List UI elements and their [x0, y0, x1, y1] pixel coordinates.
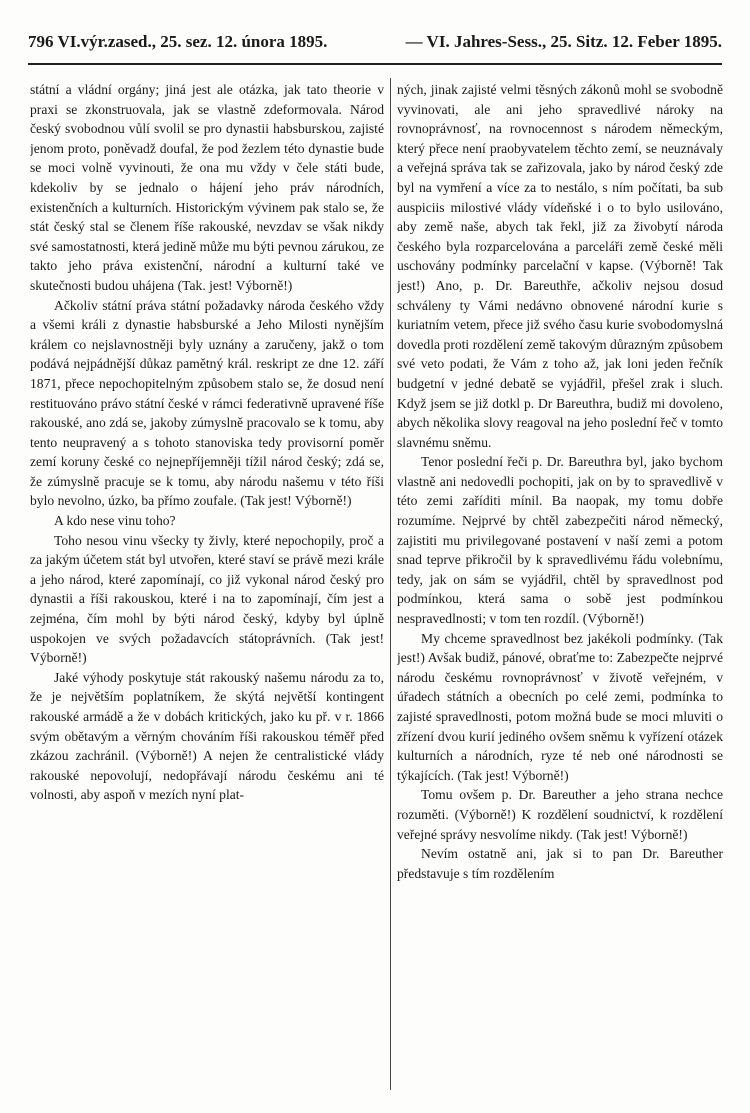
- paragraph: A kdo nese vinu toho?: [54, 513, 176, 529]
- paragraph: Toho nesou vinu všecky ty živly, které nepochopily, proč a za jakým účetem stát byl utvořen, které staví se právě mezi krále a jeho národ, které zapomínají, co již vykonal národ český pro dynastii a říši rakouskou, které i na to zapomínají, čím jest a zejména, čím mohl by býti národ český, kdyby byl úplně uspokojen ve svých požadavcích státoprávních. (Tak jest! Výborně!): [30, 532, 384, 666]
- header-rule: [28, 63, 722, 65]
- right-column: [397, 80, 723, 1090]
- header-czech: 796 VI.výr.zased., 25. sez. 12. února 1895.: [28, 32, 328, 51]
- header-german: — VI. Jahres-Sess., 25. Sitz. 12. Feber 1895.: [405, 32, 722, 51]
- paragraph: Tomu ovšem p. Dr. Bareuther a jeho strana nechce rozuměti. (Výborně!) K rozdělení soudnictví, k rozdělení veřejné správy nesvolíme nikdy. (Tak jest! Výborně!): [397, 787, 723, 842]
- column-divider: [390, 78, 391, 1090]
- page-header: [28, 32, 722, 60]
- left-column: [30, 80, 384, 1090]
- paragraph: ných, jinak zajisté velmi těsných zákonů mohl se svobodně vyvinovati, ale ani jeho spravedlivé nároky na rovnoprávnosť, na rovnocennost s národem německým, který přece není praobyvatelem těchto zemí, se neuznávaly a veřejná správa tak se zařizovala, jako by národ český zde byl na vymření a více za to nestálo, s ním počítati, ba sub auspiciis milostivé vlády vídeňské i o to bylo usilováno, aby země naše, abych tak řekl, již za živobytí národa českého byla rozparcelována a parceláři země české měli uschovány podmínky parcelační v kapse. (Výborně! Tak jest!) Ano, p. Dr. Bareuthře, ačkoliv nejsou dosud schváleny ty Vámi nedávno obnovené národní kurie s kuriatním vetem, přece již svého času kurie svobodomyslná dovedla proti rozdělení země takovým důrazným způsobem své veto podati, že Vám z toho až, jak loni jeden řečník budgetní v jedné debatě se vyjádřil, přešel zrak i sluch. Když jsem se již dotkl p. Dr Bareuthra, budiž mi dovoleno, abych několika slovy reagoval na jeho poslední řeč v tomto slavnému sněmu.: [397, 82, 723, 450]
- paragraph: Tenor poslední řeči p. Dr. Bareuthra byl, jako bychom vlastně ani nedovedli pochopiti, jak on by to spravedlivě v této zemi zaříditi mínil. Ba naopak, my tomu dobře rozumíme. Nejprvé by chtěl zabezpečiti národ německý, zajistiti mu privilegované postavení v naší zemi a potom snad teprve přikročil by k spravedlivému řádu volebnímu, tedy, jak on sám se vyjádřil, chtěl by spravedlnost pod podmínkou, která sama o sobě jest podmínkou nespravedlnosti; v tom ten rozdíl. (Výborně!): [397, 454, 723, 627]
- paragraph: Jaké výhody poskytuje stát rakouský našemu národu za to, že je největším poplatníkem, že skýtá největší kontingent rakouské armádě a že v dobách kritických, jako ku př. v r. 1866 svým obětavým a věrným chováním říši rakouskou téměř před zkázou zachránil. (Výborně!) A nejen že centralistické vlády rakouské nepovolují, nedopřávají národu českému ani té volnosti, aby aspoň v mezích nyní plat-: [30, 669, 384, 803]
- paragraph: My chceme spravedlnost bez jakékoli podmínky. (Tak jest!) Avšak budiž, pánové, obraťme to: Zabezpečte nejprvé národu českému rovnoprávnosť v životě veřejném, v úřadech státních a obecních po celé zemi, podmínka to zajisté spravedlnosti, potom možná bude se moci mluviti o zřízení dvou kurií jediného ovšem sněmu k vyřízení otázek kulturních a národních, ryze té neb oné národnosti se týkajících. (Tak jest! Výborně!): [397, 630, 723, 783]
- paragraph: Ačkoliv státní práva státní požadavky národa českého vždy a všemi králi z dynastie habsburské a Jeho Milosti nynějším králem co nejslavnostněji byly uznány a zaručeny, jakž o tom podává nejpádnější důkaz pamětný král. reskript ze dne 12. září 1871, přece nepochopitelným způsobem stalo se, že dosud není restituováno právo státní české v rámci federativně upravené říše rakouské, ano zdá se, jakoby zúmyslně pracovalo se k tomu, aby tento neupravený a s tohoto stanoviska tedy provisorní poměr zemí koruny české co nejnepříjemněji tížil národ český; zdá se, že zúmyslně pracuje se k tomu, aby národu našemu v této říši bylo nevolno, úzko, ba přímo zoufale. (Tak jest! Výborně!): [30, 297, 384, 509]
- paragraph: státní a vládní orgány; jiná jest ale otázka, jak tato theorie v praxi se zkonstruovala, jak se vlastně zdeformovala. Národ český svobodnou vůlí svolil se pro dynastii habsburskou, zajisté jenom proto, poněvadž doufal, že pod žezlem této dynastie bude se moci volně vyvinouti, že ona mu vždy v čele státi bude, kdekoliv by se jednalo o hájení jeho práv národních, existenčních a kulturních. Historickým vývinem pak stalo se, že stát český stal se členem říše rakouské, nevzdav se však nikdy své samostatnosti, která jedině může mu býti pevnou zárukou, ze takto jeho práva existenční, národní a kulturní také ve skutečnosti budou uhájena (Tak. jest! Výborně!): [30, 82, 384, 293]
- paragraph: Nevím ostatně ani, jak si to pan Dr. Bareuther představuje s tím rozdělením: [397, 846, 723, 881]
